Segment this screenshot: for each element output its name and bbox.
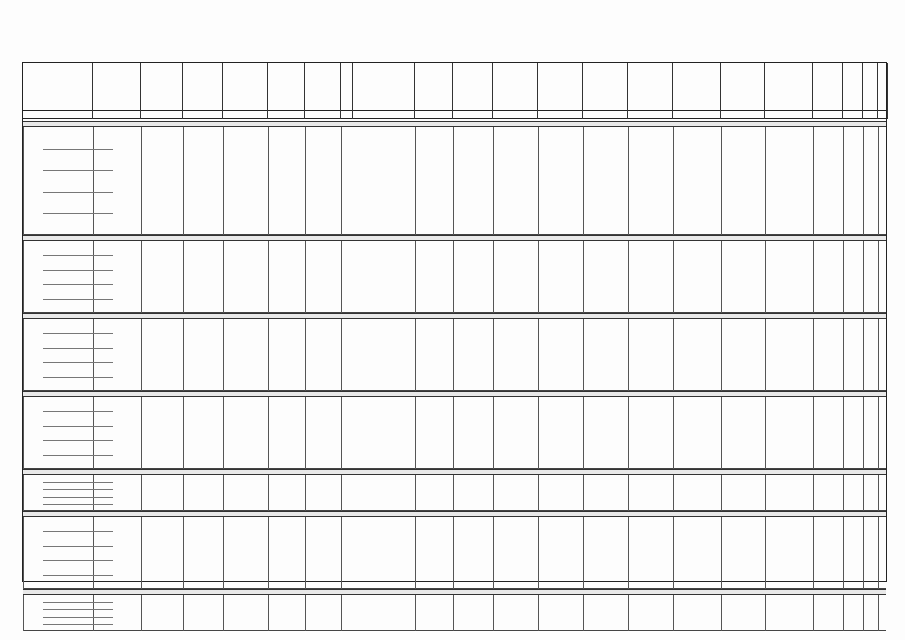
column-divider	[183, 475, 184, 511]
column-divider	[341, 319, 342, 391]
column-divider	[268, 241, 269, 313]
column-divider	[415, 517, 416, 589]
column-divider	[583, 319, 584, 391]
column-divider	[721, 397, 722, 469]
header-cell	[341, 63, 353, 111]
column-divider	[268, 517, 269, 589]
header-cell	[93, 63, 141, 111]
header-cell	[415, 63, 453, 111]
table-row	[23, 517, 886, 589]
column-divider	[183, 241, 184, 313]
column-divider	[538, 241, 539, 313]
column-divider	[538, 595, 539, 631]
column-divider	[721, 595, 722, 631]
column-divider	[878, 319, 879, 391]
header-cell	[353, 63, 415, 111]
column-divider	[878, 127, 879, 235]
column-divider	[341, 475, 342, 511]
header-cell	[538, 63, 583, 111]
header-cell	[453, 63, 493, 111]
column-divider	[23, 475, 24, 511]
column-number-cell	[23, 111, 93, 119]
column-divider	[223, 319, 224, 391]
column-divider	[583, 397, 584, 469]
column-divider	[863, 319, 864, 391]
column-divider	[813, 475, 814, 511]
column-number-cell	[765, 111, 813, 119]
sub-row-line	[43, 255, 113, 256]
column-divider	[673, 127, 674, 235]
column-number-cell	[878, 111, 888, 119]
column-divider	[268, 127, 269, 235]
table-row	[23, 595, 886, 631]
column-divider	[23, 595, 24, 631]
column-divider	[341, 241, 342, 313]
column-divider	[268, 397, 269, 469]
column-divider	[453, 475, 454, 511]
column-number-cell	[863, 111, 878, 119]
header-cell	[843, 63, 863, 111]
column-divider	[141, 475, 142, 511]
column-divider	[843, 397, 844, 469]
column-divider	[183, 397, 184, 469]
sub-row-line	[43, 546, 113, 547]
sub-row-line	[43, 348, 113, 349]
column-number-cell	[453, 111, 493, 119]
column-divider	[628, 397, 629, 469]
column-divider	[493, 127, 494, 235]
column-divider	[341, 127, 342, 235]
column-divider	[341, 595, 342, 631]
column-divider	[268, 475, 269, 511]
column-divider	[765, 595, 766, 631]
sub-row-line	[43, 192, 113, 193]
sub-row-line	[43, 149, 113, 150]
column-divider	[453, 127, 454, 235]
column-divider	[305, 397, 306, 469]
table-row	[23, 475, 886, 511]
column-divider	[453, 241, 454, 313]
column-divider	[863, 397, 864, 469]
column-divider	[721, 475, 722, 511]
column-divider	[305, 517, 306, 589]
column-divider	[223, 517, 224, 589]
sub-row-line	[43, 560, 113, 561]
sub-row-line	[43, 333, 113, 334]
column-divider	[493, 319, 494, 391]
column-divider	[628, 241, 629, 313]
column-divider	[583, 475, 584, 511]
header-cell	[493, 63, 538, 111]
column-divider	[673, 595, 674, 631]
column-divider	[765, 475, 766, 511]
column-number-cell	[583, 111, 628, 119]
sub-row-line	[43, 602, 113, 603]
header-cell	[813, 63, 843, 111]
column-divider	[141, 595, 142, 631]
column-number-cell	[141, 111, 183, 119]
column-divider	[305, 595, 306, 631]
column-divider	[673, 397, 674, 469]
column-divider	[93, 475, 94, 511]
column-divider	[583, 517, 584, 589]
column-divider	[493, 595, 494, 631]
column-divider	[453, 319, 454, 391]
column-number-cell	[493, 111, 538, 119]
column-divider	[415, 319, 416, 391]
column-divider	[305, 475, 306, 511]
column-divider	[878, 595, 879, 631]
column-divider	[453, 595, 454, 631]
column-divider	[341, 517, 342, 589]
header-cell	[268, 63, 305, 111]
column-divider	[93, 241, 94, 313]
column-divider	[183, 595, 184, 631]
column-divider	[23, 397, 24, 469]
column-divider	[93, 595, 94, 631]
column-divider	[223, 241, 224, 313]
column-divider	[538, 475, 539, 511]
column-divider	[141, 319, 142, 391]
column-divider	[23, 127, 24, 235]
header-cell	[305, 63, 341, 111]
column-divider	[183, 127, 184, 235]
column-divider	[878, 475, 879, 511]
column-divider	[628, 127, 629, 235]
column-divider	[538, 517, 539, 589]
column-divider	[141, 127, 142, 235]
sub-row-line	[43, 411, 113, 412]
column-number-cell	[353, 111, 415, 119]
table-row	[23, 397, 886, 469]
column-number-cell	[93, 111, 141, 119]
sub-row-line	[43, 504, 113, 505]
column-divider	[141, 397, 142, 469]
column-divider	[305, 127, 306, 235]
sub-row-line	[43, 617, 113, 618]
column-divider	[878, 517, 879, 589]
header-cell	[628, 63, 673, 111]
column-divider	[721, 319, 722, 391]
column-divider	[538, 397, 539, 469]
column-divider	[93, 127, 94, 235]
column-divider	[843, 241, 844, 313]
header-cell	[673, 63, 721, 111]
header-cell	[141, 63, 183, 111]
column-number-row	[23, 111, 886, 119]
column-divider	[721, 127, 722, 235]
sub-row-line	[43, 213, 113, 214]
sub-row-line	[43, 362, 113, 363]
sub-row-line	[43, 284, 113, 285]
column-number-cell	[183, 111, 223, 119]
column-divider	[223, 397, 224, 469]
column-divider	[305, 241, 306, 313]
column-divider	[341, 397, 342, 469]
column-divider	[673, 475, 674, 511]
column-divider	[93, 397, 94, 469]
column-divider	[223, 127, 224, 235]
column-divider	[813, 397, 814, 469]
sub-row-line	[43, 455, 113, 456]
column-divider	[141, 241, 142, 313]
column-divider	[538, 127, 539, 235]
sub-row-line	[43, 624, 113, 625]
sub-row-line	[43, 377, 113, 378]
sub-row-line	[43, 575, 113, 576]
column-number-cell	[843, 111, 863, 119]
column-divider	[843, 595, 844, 631]
sub-row-line	[43, 497, 113, 498]
column-divider	[863, 127, 864, 235]
column-divider	[453, 397, 454, 469]
column-divider	[415, 241, 416, 313]
sub-row-line	[43, 482, 113, 483]
column-divider	[493, 241, 494, 313]
column-divider	[813, 127, 814, 235]
column-divider	[721, 241, 722, 313]
column-divider	[453, 517, 454, 589]
column-divider	[223, 595, 224, 631]
column-divider	[878, 241, 879, 313]
sub-row-line	[43, 531, 113, 532]
column-divider	[673, 241, 674, 313]
header-cell	[583, 63, 628, 111]
column-divider	[305, 319, 306, 391]
column-number-cell	[415, 111, 453, 119]
table-row	[23, 319, 886, 391]
column-divider	[813, 319, 814, 391]
column-number-cell	[538, 111, 583, 119]
column-number-cell	[813, 111, 843, 119]
column-divider	[765, 397, 766, 469]
header-cell	[223, 63, 268, 111]
column-divider	[628, 319, 629, 391]
column-divider	[813, 595, 814, 631]
column-divider	[493, 397, 494, 469]
column-divider	[765, 319, 766, 391]
column-divider	[583, 127, 584, 235]
header-cell	[863, 63, 878, 111]
column-divider	[863, 595, 864, 631]
column-divider	[813, 517, 814, 589]
column-divider	[843, 517, 844, 589]
column-divider	[673, 517, 674, 589]
column-divider	[843, 127, 844, 235]
column-divider	[23, 517, 24, 589]
column-divider	[415, 127, 416, 235]
column-divider	[268, 319, 269, 391]
sub-row-line	[43, 440, 113, 441]
column-number-cell	[721, 111, 765, 119]
column-divider	[493, 517, 494, 589]
column-divider	[628, 595, 629, 631]
column-number-cell	[628, 111, 673, 119]
column-divider	[23, 319, 24, 391]
column-divider	[813, 241, 814, 313]
column-divider	[721, 517, 722, 589]
column-divider	[415, 475, 416, 511]
header-cell	[721, 63, 765, 111]
sub-row-line	[43, 170, 113, 171]
table-row	[23, 127, 886, 235]
column-number-cell	[341, 111, 353, 119]
column-divider	[415, 397, 416, 469]
column-divider	[628, 475, 629, 511]
column-divider	[765, 517, 766, 589]
column-divider	[493, 475, 494, 511]
column-divider	[765, 127, 766, 235]
column-divider	[141, 517, 142, 589]
column-divider	[583, 241, 584, 313]
program-table	[22, 62, 887, 582]
column-divider	[628, 517, 629, 589]
column-divider	[183, 517, 184, 589]
column-divider	[23, 241, 24, 313]
header-cell	[765, 63, 813, 111]
table-header	[23, 63, 886, 111]
column-divider	[843, 475, 844, 511]
header-cell	[183, 63, 223, 111]
column-divider	[583, 595, 584, 631]
column-number-cell	[305, 111, 341, 119]
sub-row-line	[43, 426, 113, 427]
column-divider	[863, 517, 864, 589]
column-number-cell	[268, 111, 305, 119]
column-divider	[863, 475, 864, 511]
column-number-cell	[673, 111, 721, 119]
column-divider	[93, 319, 94, 391]
column-divider	[843, 319, 844, 391]
column-divider	[878, 397, 879, 469]
column-divider	[93, 517, 94, 589]
sub-row-line	[43, 489, 113, 490]
column-divider	[863, 241, 864, 313]
header-cell	[878, 63, 888, 111]
table-row	[23, 241, 886, 313]
sub-row-line	[43, 609, 113, 610]
column-divider	[673, 319, 674, 391]
column-divider	[223, 475, 224, 511]
sub-row-line	[43, 270, 113, 271]
column-divider	[538, 319, 539, 391]
column-divider	[765, 241, 766, 313]
header-cell	[23, 63, 93, 111]
column-number-cell	[223, 111, 268, 119]
sub-row-line	[43, 299, 113, 300]
column-divider	[183, 319, 184, 391]
column-divider	[415, 595, 416, 631]
column-divider	[268, 595, 269, 631]
